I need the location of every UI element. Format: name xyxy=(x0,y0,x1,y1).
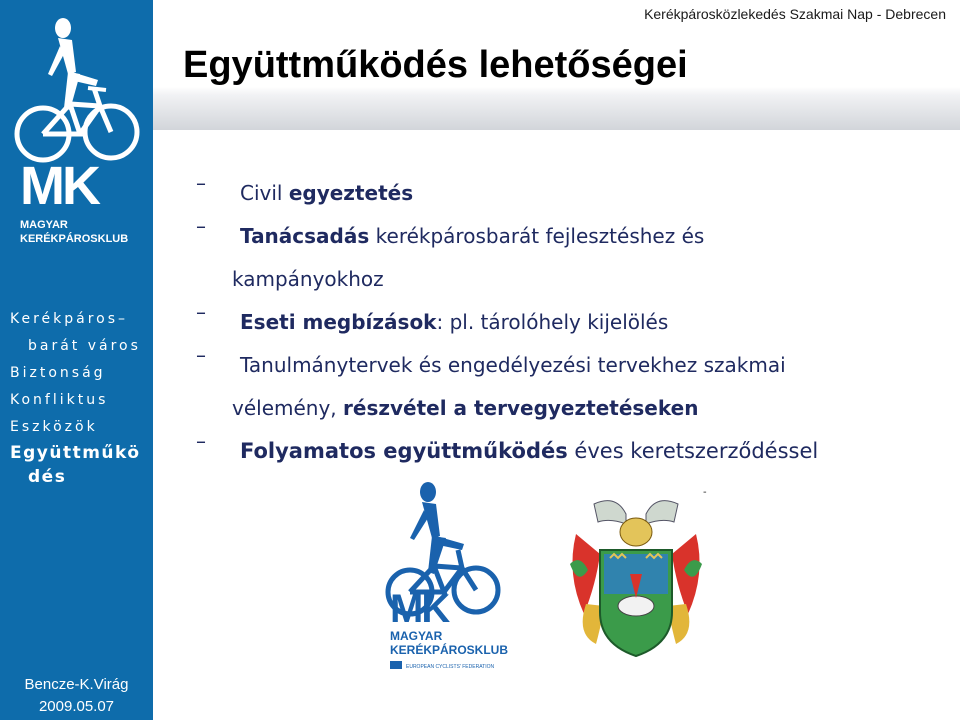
bullet-folyamatos xyxy=(196,430,936,473)
bullet-bold-text: Folyamatos együttműködés xyxy=(240,439,568,463)
bullet-tanacsadas xyxy=(196,215,936,301)
debrecen-coat-of-arms-icon xyxy=(566,494,706,664)
bullet-dash: – xyxy=(196,214,206,238)
bullet-text: Civil xyxy=(240,181,289,205)
bullet-bold-text: Tanácsadás xyxy=(240,224,370,248)
bullet-text: kerékpárosbarát fejlesztéshez és xyxy=(369,224,705,248)
presentation-date: 2009.05.07 xyxy=(38,698,115,715)
sidebar-footer xyxy=(0,674,153,718)
bullet-list xyxy=(196,172,936,473)
bullet-eseti xyxy=(196,301,936,344)
logo-letters: MK xyxy=(20,156,98,216)
bullet-dash: – xyxy=(196,429,206,453)
nav-item-barat-varos[interactable]: barát város xyxy=(28,338,141,354)
ecf-mark-icon xyxy=(390,661,402,669)
logo2-line1: MAGYAR xyxy=(390,629,443,643)
bullet-bold-text: Eseti megbízások xyxy=(240,310,437,334)
nav-item-eszkozok[interactable]: Eszközök xyxy=(10,419,98,435)
logo-cyclist-head xyxy=(420,482,436,502)
cyclist-head xyxy=(55,18,71,38)
bullet-text-wrap: kampányokhoz xyxy=(232,267,384,291)
logo2-line2: KERÉKPÁROSKLUB xyxy=(390,643,509,657)
tiny-mark: - xyxy=(703,487,707,498)
logo2-federation: EUROPEAN CYCLISTS' FEDERATION xyxy=(406,664,495,670)
slide-title: Együttműködés lehetőségei xyxy=(183,44,688,86)
nav-item-egyuttmukodes[interactable]: Együttműkö xyxy=(10,443,141,463)
bullet-bold-text: egyeztetés xyxy=(288,181,414,205)
bullet-text: vélemény, xyxy=(232,396,344,420)
author-name: Bencze-K.Virág xyxy=(24,676,129,693)
bullet-text-wrap xyxy=(232,387,936,430)
logo2-letters: MK xyxy=(390,587,449,631)
sidebar-nav xyxy=(10,306,153,489)
bullet-dash: – xyxy=(196,343,206,367)
bullet-text: : pl. tárolóhely kijelölés xyxy=(436,310,669,334)
nav-item-biztonsag[interactable]: Biztonság xyxy=(10,365,106,381)
sidebar xyxy=(0,0,153,720)
logo-line2: KERÉKPÁROSKLUB xyxy=(20,233,129,244)
bullet-bold-text: részvétel a tervegyeztetéseken xyxy=(343,396,699,420)
event-caption: Kerékpárosközlekedés Szakmai Nap - Debrecen xyxy=(644,6,946,22)
bullet-dash: – xyxy=(196,300,206,324)
nav-item-egyuttmukodes-cont[interactable]: dés xyxy=(28,467,67,487)
mk-club-logo xyxy=(384,480,534,675)
nav-item-kerekparos[interactable]: Kerékpáros– xyxy=(10,311,129,327)
logo-line1: MAGYAR xyxy=(20,219,68,231)
bullet-text: Tanulmánytervek és engedélyezési tervekhez szakmai xyxy=(240,353,786,377)
mk-cyclist-logo xyxy=(8,14,148,244)
bullet-dash: – xyxy=(196,171,206,195)
bullet-civil xyxy=(196,172,936,215)
bullet-tanulmanyterv xyxy=(196,344,936,430)
nav-item-konfliktus[interactable]: Konfliktus xyxy=(10,392,109,408)
bullet-text: éves keretszerződéssel xyxy=(567,439,819,463)
